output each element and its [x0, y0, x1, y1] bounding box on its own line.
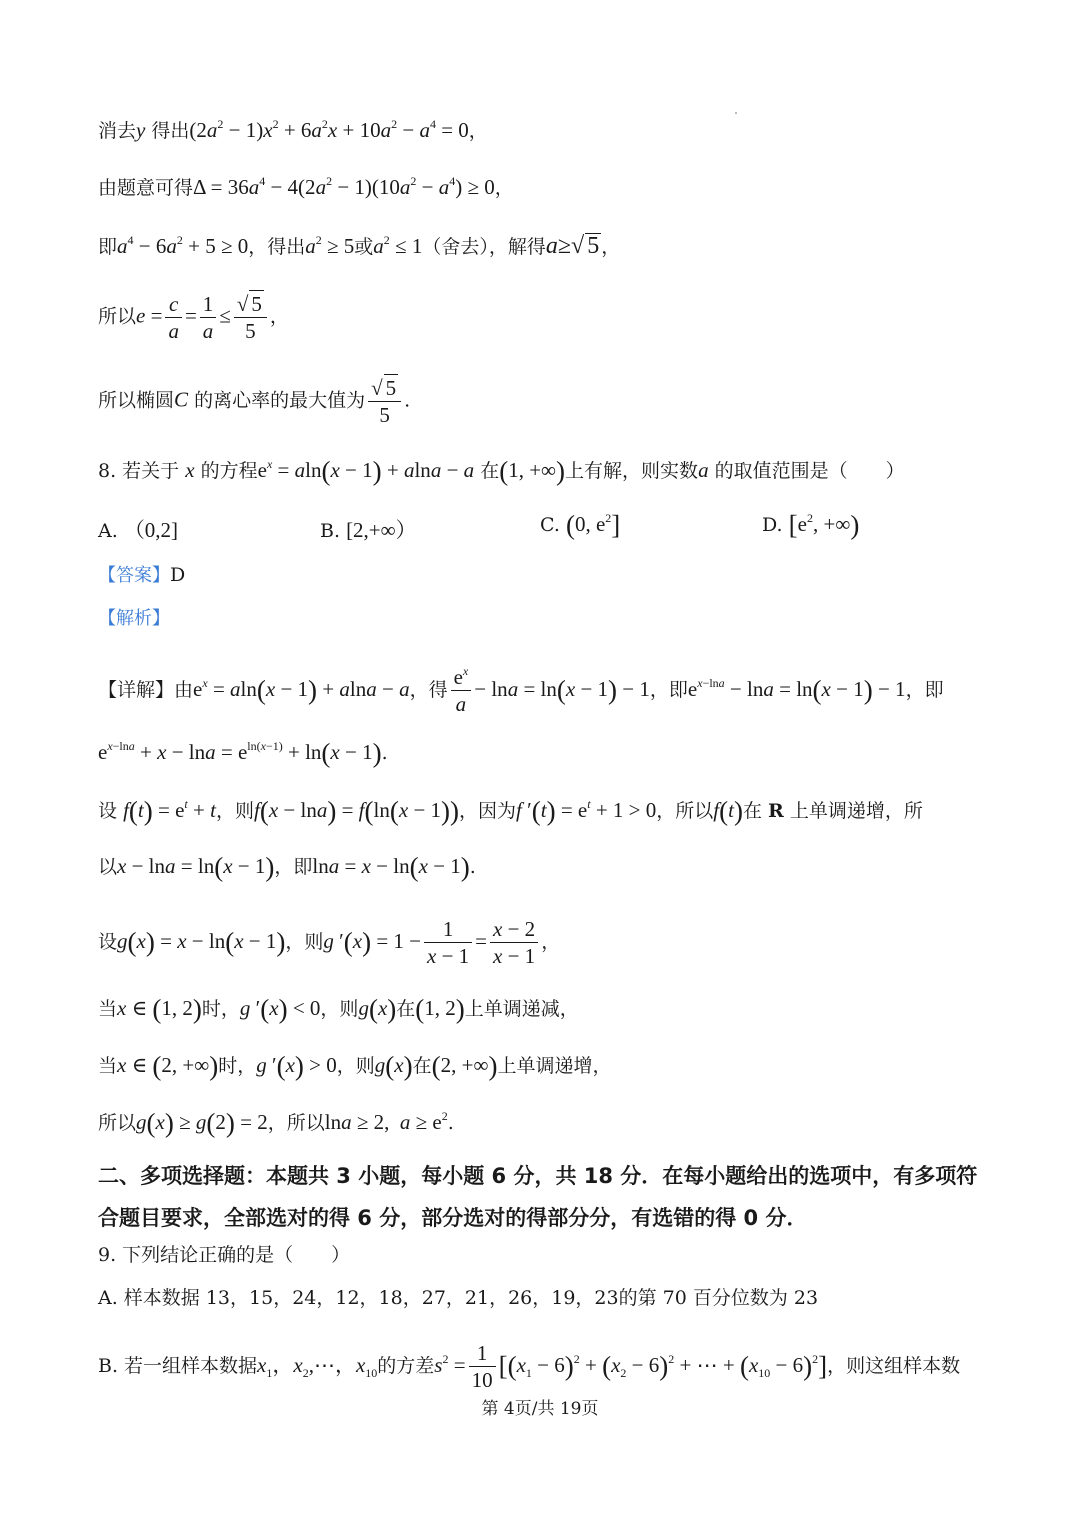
detail-line-4: 以x − lna = ln(x − 1)，即lna = x − ln(x − 1). [98, 852, 476, 882]
answer-line: 【答案】D [98, 564, 186, 586]
detail-line-1: 【详解】由$e^x = aln(x - 1) + alna - a$，得 $\frac{e^x}{a}$ − lna = ln(x − 1) − 1，即$e^{x-lna} - \ln a = \ln(x - 1) - 1$，即 [98, 664, 944, 717]
scan-speck [735, 112, 737, 114]
eq-line-3: 即$a^4 - 6a^2 + 5 \ge 0$，得出$a^2 \ge 5$或$a^2 \le 1$（舍去），解得a≥√ 5 ， [98, 233, 621, 259]
option-b[interactable]: B. [2,+∞） [320, 518, 417, 542]
question-9-stem: 9. 下列结论正确的是（ ） [98, 1244, 351, 1266]
eq-line-1: 消去y 得出$(2a^2 - 1)x^2 + 6a^2x + 10a^2 - a^4 = 0$， [98, 117, 488, 142]
question-9-option-b[interactable]: B. 若一组样本数据$x_1$，$x_2,\cdots$，$x_{10}$的方差$s^2$ = $\frac{1}{10}$ [$(x_1 - 6)^2 + (x_2 - 6)^2$ + ⋯ + $(x_{10} - 6)^2$]，则这组样本数 [98, 1341, 961, 1393]
detail-line-5: 设g(x) = x − ln(x − 1)，则g ′(x) = 1 − $\frac{1}{x - 1}$ = $\frac{x - 2}{x - 1}$ ， [98, 917, 561, 969]
analysis-label: 【解析】 [98, 608, 170, 629]
question-8-stem: 8. 若关于 x 的方程$e^x = aln(x - 1) + alna - a$ 在(1, +∞)上有解，则实数a 的取值范围是（ ） [98, 456, 905, 486]
page-footer: 第 4页/共 19页 [481, 1399, 599, 1419]
eq-line-2: 由题意可得$\Delta = 36a^4 - 4(2a^2 - 1)(10a^2 - a^4) \ge 0$， [98, 174, 514, 199]
detail-line-6: 当x ∈ (1, 2)时，g ′(x) < 0，则g(x)在(1, 2)上单调递减， [98, 994, 579, 1024]
option-a[interactable]: A. （0,2] [98, 518, 179, 542]
detail-line-7: 当x ∈ (2, +∞)时，g ′(x) > 0，则g(x)在(2, +∞)上单调递增， [98, 1051, 612, 1081]
section-2-heading-line-1: 二、多项选择题：本题共 3 小题，每小题 6 分，共 18 分．在每小题给出的选项中，有多项符 [98, 1164, 978, 1188]
eq-line-5: 所以椭圆C 的离心率的最大值为 $\frac{√ 5}{5}$ . [98, 376, 411, 428]
detail-line-2: $e^{x-lna} + x - \ln a = e^{ln(x-1)} + \ln(x - 1)$. [98, 738, 388, 768]
question-9-option-a[interactable]: A. 样本数据 13，15，24，12，18，27，21，26，19，23的第 70 百分位数为 23 [98, 1287, 819, 1309]
option-c[interactable]: C. (0, $e^2$] [540, 510, 621, 540]
section-2-heading-line-2: 合题目要求，全部选对的得 6 分，部分选对的得部分分，有选错的得 0 分． [98, 1206, 808, 1230]
eq-line-4: 所以e = $\frac{c}{a}$ = $\frac{1}{a}$ ≤ $\frac{√ 5}{5}$ ， [98, 291, 289, 344]
option-d[interactable]: D. [$e^2$, +∞) [762, 510, 860, 540]
detail-line-3: 设 $f(t) = e^t + t$，则f(x − lna) = f(ln(x − 1))，因为f $'(t) = e^t + 1 > 0$，所以f(t)在 R 上单调递增，所 [98, 796, 923, 826]
detail-line-8: 所以g(x) ≥ g(2) = 2，所以lna ≥ 2, $a \ge e^2$. [98, 1108, 454, 1138]
